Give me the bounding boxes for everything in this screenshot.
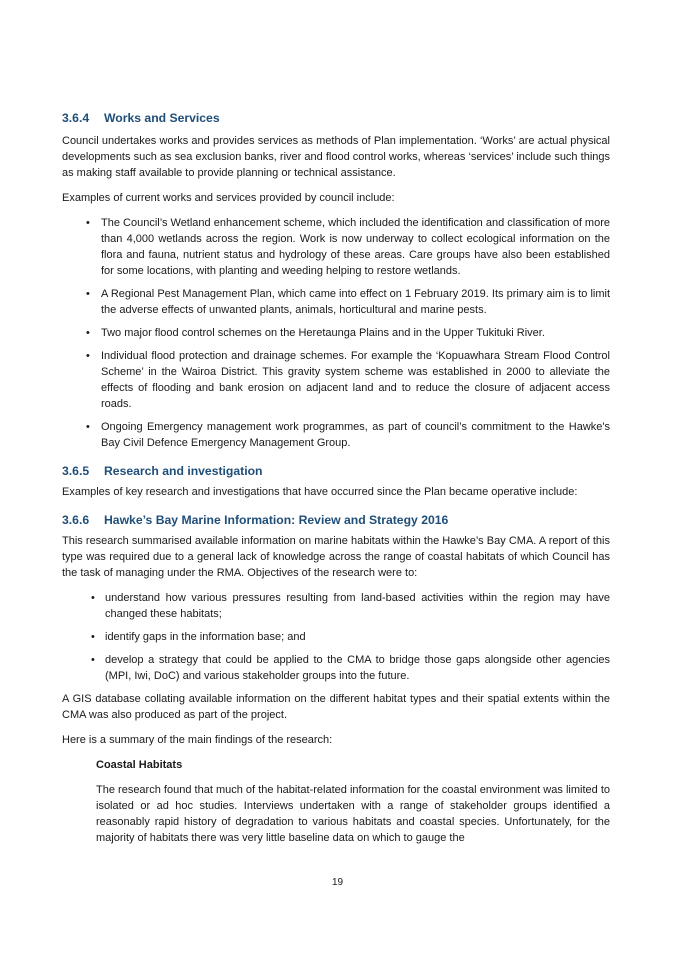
section-number: 3.6.6 xyxy=(62,513,90,527)
list-item: • develop a strategy that could be applied to the CMA to bridge those gaps alongside other agencies (MPI, Iwi, DoC) and various stakeholder groups into the future. xyxy=(91,654,610,682)
section-title: Works and Services xyxy=(104,111,220,125)
page-number: 19 xyxy=(331,877,344,888)
subheading-coastal-habitats: Coastal Habitats xyxy=(96,759,183,771)
section-heading-3-6-5 xyxy=(62,463,610,479)
section-number: 3.6.4 xyxy=(62,111,90,125)
bullet-icon: • xyxy=(91,654,95,666)
bullet-icon: • xyxy=(86,350,90,362)
bullet-icon: • xyxy=(86,421,90,433)
bullet-icon: • xyxy=(86,288,90,300)
paragraph: The research found that much of the habitat-related information for the coastal environment was limited to isolated or ad hoc studies. Interviews undertaken with a range of stakeholder groups identified a reasonably rapid history of degradation to various habitats and coastal species. Unfortunately, for the majority of habitats there was very little baseline data on which to gauge the xyxy=(96,784,610,844)
bullet-icon: • xyxy=(91,592,95,604)
list-item: • understand how various pressures resulting from land-based activities within the region may have changed these habitats; xyxy=(91,592,610,620)
section-title: Hawke’s Bay Marine Information: Review and Strategy 2016 xyxy=(104,513,449,527)
paragraph: Here is a summary of the main findings of the research: xyxy=(62,734,333,746)
bullet-icon: • xyxy=(86,217,90,229)
list-item: • A Regional Pest Management Plan, which came into effect on 1 February 2019. Its primary aim is to limit the adverse effects of unwanted plants, animals, horticultural and marine pests. xyxy=(86,288,610,316)
section-heading-3-6-6 xyxy=(62,512,610,528)
list-item: • identify gaps in the information base; and xyxy=(91,631,306,643)
paragraph: Council undertakes works and provides services as methods of Plan implementation. ‘Works’ are actual physical developments such as sea exclusion banks, river and flood control works, whereas ‘services’ include such things as making staff available to provide planning or technical assistance. xyxy=(62,135,610,179)
paragraph: Examples of current works and services provided by council include: xyxy=(62,192,395,204)
section-number: 3.6.5 xyxy=(62,464,90,478)
list-item: • Individual flood protection and drainage schemes. For example the ‘Kopuawhara Stream Flood Control Scheme’ in the Wairoa District. This gravity system scheme was established in 2000 to alleviate the effects of flooding and bank erosion on adjacent land and to reduce the closure of adjacent access roads. xyxy=(86,350,610,410)
bullet-icon: • xyxy=(86,327,90,339)
section-heading-3-6-4 xyxy=(62,110,610,126)
paragraph: Examples of key research and investigations that have occurred since the Plan became operative include: xyxy=(62,486,578,498)
paragraph: A GIS database collating available information on the different habitat types and their spatial extents within the CMA was also produced as part of the project. xyxy=(62,693,610,721)
list-item: • The Council’s Wetland enhancement scheme, which included the identification and classification of more than 4,000 wetlands across the region. Work is now underway to collect ecological information on the flora and fauna, nutrient status and hydrology of these areas. Care groups have also been established for some locations, with planting and weeding helping to restore wetlands. xyxy=(86,217,610,277)
objectives-list xyxy=(62,590,610,684)
works-services-list xyxy=(62,215,610,451)
section-title: Research and investigation xyxy=(104,464,263,478)
paragraph: This research summarised available information on marine habitats within the Hawke’s Bay CMA. A report of this type was required due to a general lack of knowledge across the range of coastal habitats of which Council has the task of managing under the RMA. Objectives of the research were to: xyxy=(62,535,610,579)
page-content xyxy=(62,110,610,846)
list-item: • Ongoing Emergency management work programmes, as part of council’s commitment to the Hawke's Bay Civil Defence Emergency Management Group. xyxy=(86,421,610,449)
list-item: • Two major flood control schemes on the Heretaunga Plains and in the Upper Tukituki River. xyxy=(86,327,545,339)
bullet-icon: • xyxy=(91,631,95,643)
